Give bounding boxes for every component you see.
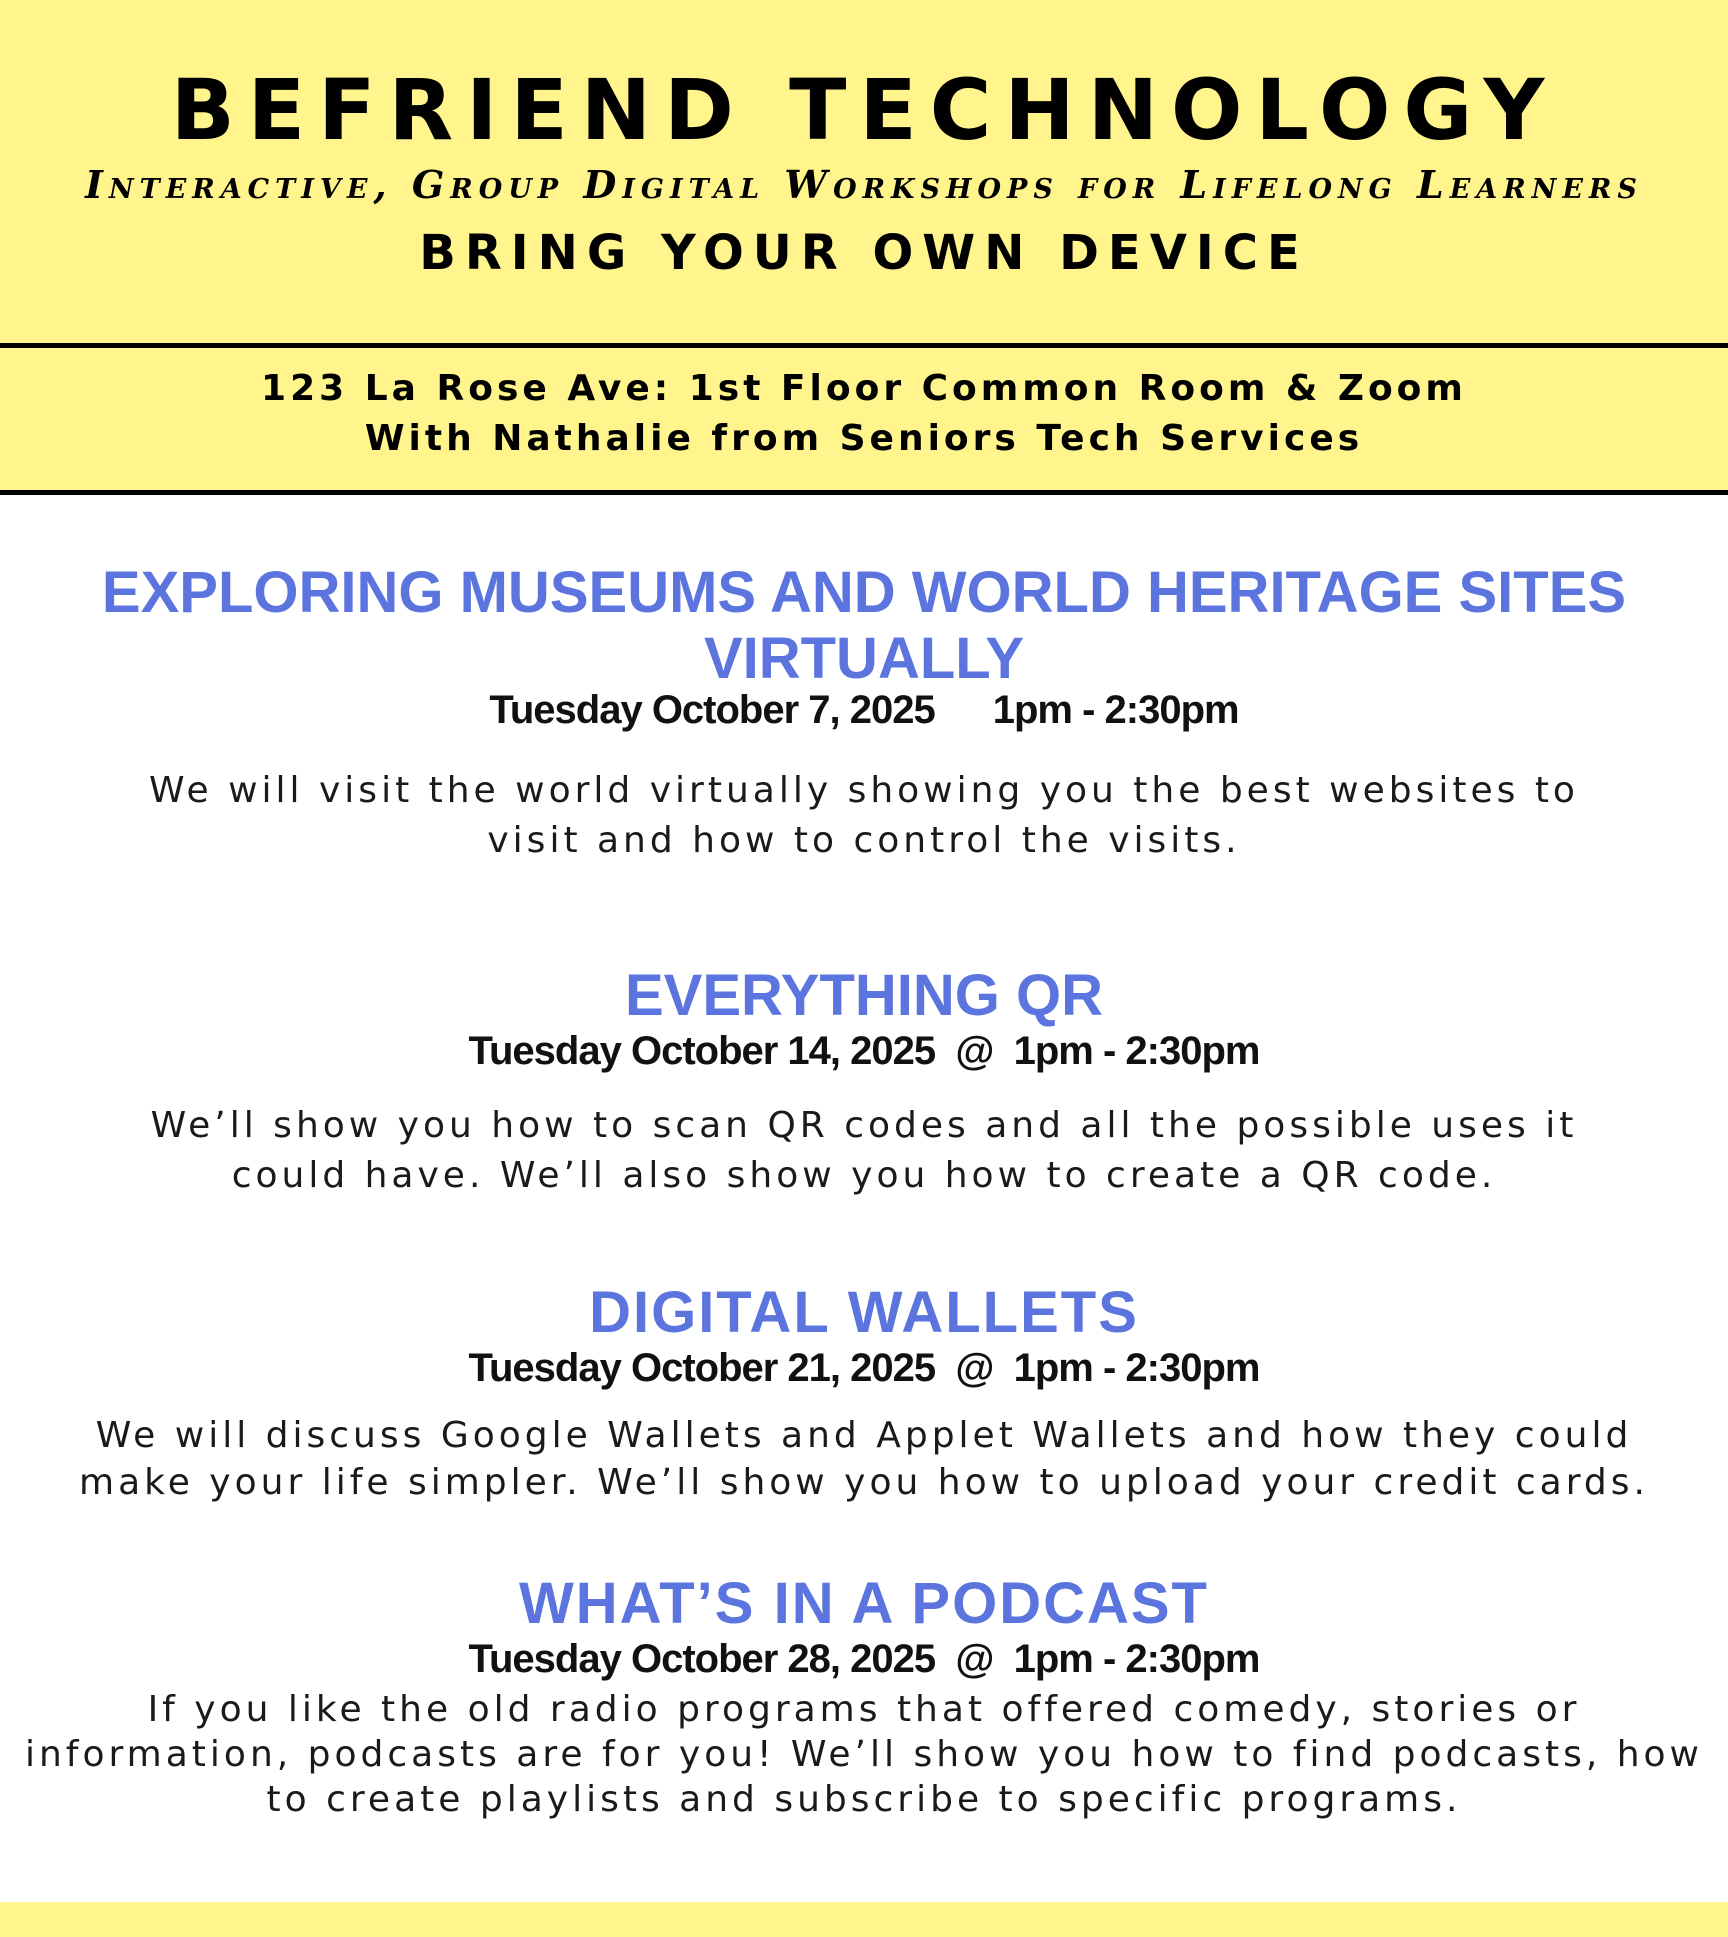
event-title: WHAT’S IN A PODCAST [519,1571,1209,1636]
description-line: We will discuss Google Wallets and Applet Wallets and how they could [95,1415,1633,1456]
event-digital-wallets [0,1280,1728,1506]
footer-band [0,1902,1728,1937]
flyer-title: BEFRIEND TECHNOLOGY [170,61,1558,159]
header-band [0,0,1728,343]
description-line: If you like the old radio programs that offered comedy, stories or [147,1689,1581,1730]
event-museums [0,560,1728,866]
bottom-divider [0,490,1728,495]
event-title: DIGITAL WALLETS [589,1280,1139,1345]
event-title-line: VIRTUALLY [703,626,1025,691]
event-date: Tuesday October 14, 2025 @ 1pm - 2:30pm [468,1029,1260,1073]
event-description [0,1412,1728,1506]
event-description [0,1101,1728,1201]
event-description [0,766,1728,866]
event-date: Tuesday October 21, 2025 @ 1pm - 2:30pm [468,1346,1260,1390]
event-date [0,686,1728,734]
location-band [0,348,1728,490]
description-line: make your life simpler. We’ll show you how to upload your credit cards. [79,1462,1649,1503]
location-address: 123 La Rose Ave: 1st Floor Common Room & Zoom [261,368,1467,409]
description-line: could have. We’ll also show you how to create a QR code. [231,1155,1497,1196]
description-line: We will visit the world virtually showing you the best websites to [149,770,1579,811]
event-podcast [0,1571,1728,1822]
description-line: visit and how to control the visits. [487,820,1241,861]
description-line: information, podcasts are for you! We’ll show you how to find podcasts, how [24,1734,1704,1775]
event-description [0,1687,1728,1822]
event-title-line: EXPLORING MUSEUMS AND WORLD HERITAGE SITES [101,560,1627,625]
event-date-text: Tuesday October 7, 2025 [489,688,935,732]
event-title: EVERYTHING QR [624,963,1104,1028]
event-title [0,560,1728,692]
flyer-subtitle: Interactive, Group Digital Workshops for Lifelong Learners [85,162,1643,207]
description-line: We’ll show you how to scan QR codes and all the possible uses it [150,1105,1578,1146]
description-line: to create playlists and subscribe to specific programs. [266,1779,1462,1820]
event-qr [0,963,1728,1201]
location-host: With Nathalie from Seniors Tech Services [364,418,1364,459]
event-date: Tuesday October 28, 2025 @ 1pm - 2:30pm [468,1637,1260,1681]
event-time-text: 1pm - 2:30pm [992,688,1239,732]
bring-your-own-device-note: BRING YOUR OWN DEVICE [419,225,1309,281]
